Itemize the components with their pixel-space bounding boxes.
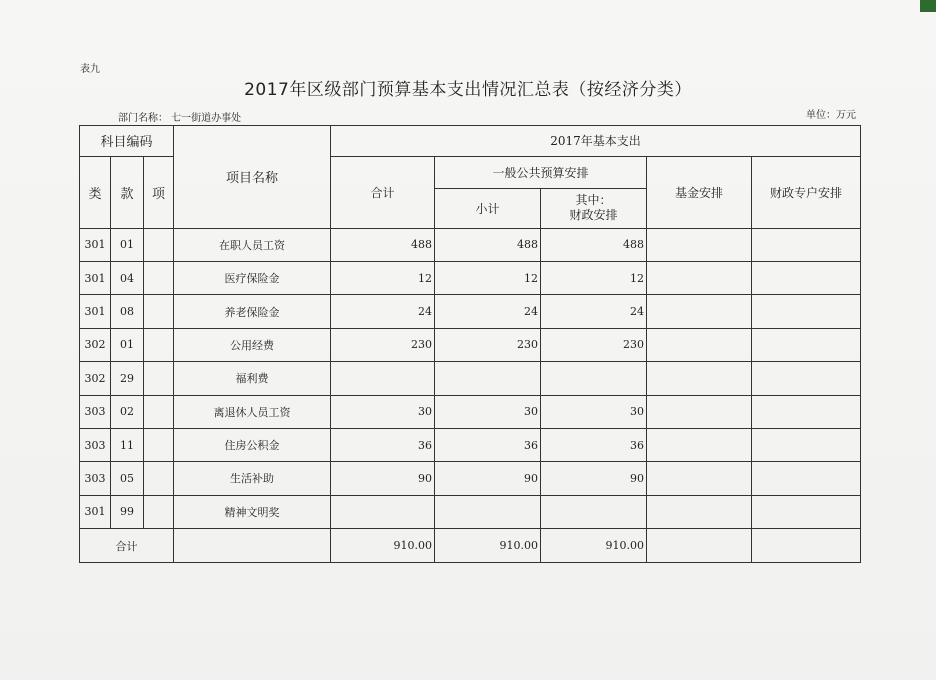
cell-kuan: 11 (111, 428, 144, 461)
cell-lei: 301 (80, 228, 111, 261)
cell-special (752, 495, 861, 528)
totals-special (752, 529, 861, 563)
cell-kuan: 04 (111, 262, 144, 295)
cell-xiang (144, 462, 174, 495)
cell-kuan: 29 (111, 362, 144, 395)
header-total: 合计 (331, 156, 435, 228)
cell-fiscal: 488 (541, 228, 647, 261)
totals-item-name (174, 529, 331, 563)
cell-subtotal: 36 (435, 428, 541, 461)
header-row-1 (80, 126, 861, 157)
cell-item-name: 在职人员工资 (174, 228, 331, 261)
cell-kuan: 02 (111, 395, 144, 428)
table-row (80, 395, 861, 428)
cell-fiscal: 36 (541, 428, 647, 461)
cell-item-name: 住房公积金 (174, 428, 331, 461)
cell-fiscal (541, 495, 647, 528)
table-row (80, 495, 861, 528)
cell-total: 36 (331, 428, 435, 461)
cell-item-name: 生活补助 (174, 462, 331, 495)
cell-fiscal: 24 (541, 295, 647, 328)
table-number: 表九 (80, 64, 100, 75)
table-row (80, 228, 861, 261)
cell-subtotal: 90 (435, 462, 541, 495)
cell-item-name: 公用经费 (174, 328, 331, 361)
cell-fiscal: 30 (541, 395, 647, 428)
cell-lei: 301 (80, 295, 111, 328)
cell-xiang (144, 295, 174, 328)
header-general-budget: 一般公共预算安排 (435, 156, 647, 188)
header-subject-code: 科目编码 (80, 126, 174, 157)
cell-total: 488 (331, 228, 435, 261)
cell-fiscal: 90 (541, 462, 647, 495)
cell-lei: 301 (80, 262, 111, 295)
header-basic-expenditure: 2017年基本支出 (331, 126, 861, 157)
cell-total: 30 (331, 395, 435, 428)
cell-xiang (144, 495, 174, 528)
cell-total: 24 (331, 295, 435, 328)
cell-lei: 301 (80, 495, 111, 528)
cell-item-name: 养老保险金 (174, 295, 331, 328)
table-row (80, 328, 861, 361)
cell-item-name: 精神文明奖 (174, 495, 331, 528)
cell-xiang (144, 362, 174, 395)
cell-subtotal: 230 (435, 328, 541, 361)
table-row (80, 262, 861, 295)
cell-kuan: 01 (111, 228, 144, 261)
header-kuan: 款 (111, 156, 144, 228)
totals-fiscal: 910.00 (541, 529, 647, 563)
cell-total (331, 362, 435, 395)
document-title: 2017年区级部门预算基本支出情况汇总表（按经济分类） (244, 80, 692, 100)
cell-fund (647, 295, 752, 328)
cell-subtotal: 488 (435, 228, 541, 261)
cell-total: 230 (331, 328, 435, 361)
cell-subtotal: 12 (435, 262, 541, 295)
department-name: 部门名称： 七一街道办事处 (118, 113, 242, 124)
header-xiang: 项 (144, 156, 174, 228)
cell-fiscal (541, 362, 647, 395)
cell-kuan: 05 (111, 462, 144, 495)
cell-subtotal: 24 (435, 295, 541, 328)
cell-fund (647, 395, 752, 428)
cell-total (331, 495, 435, 528)
cell-kuan: 08 (111, 295, 144, 328)
cell-special (752, 228, 861, 261)
cell-total: 12 (331, 262, 435, 295)
cell-xiang (144, 262, 174, 295)
header-fiscal (541, 188, 647, 228)
cell-xiang (144, 228, 174, 261)
cell-special (752, 462, 861, 495)
cell-special (752, 262, 861, 295)
cell-special (752, 362, 861, 395)
totals-subtotal: 910.00 (435, 529, 541, 563)
header-lei: 类 (80, 156, 111, 228)
cell-special (752, 395, 861, 428)
cell-lei: 303 (80, 462, 111, 495)
table-row (80, 462, 861, 495)
cell-subtotal (435, 362, 541, 395)
cell-fund (647, 462, 752, 495)
cell-fund (647, 328, 752, 361)
cell-kuan: 99 (111, 495, 144, 528)
cell-fund (647, 362, 752, 395)
cell-subtotal (435, 495, 541, 528)
unit-label: 单位：万元 (806, 110, 856, 121)
header-fund: 基金安排 (647, 156, 752, 228)
totals-row (80, 529, 861, 563)
header-special-account: 财政专户安排 (752, 156, 861, 228)
cell-xiang (144, 395, 174, 428)
cell-xiang (144, 328, 174, 361)
cell-special (752, 328, 861, 361)
cell-fund (647, 262, 752, 295)
cell-fund (647, 228, 752, 261)
table-row (80, 362, 861, 395)
cell-item-name: 医疗保险金 (174, 262, 331, 295)
totals-label: 合计 (80, 529, 174, 563)
table-row (80, 428, 861, 461)
corner-marker (920, 0, 936, 12)
cell-item-name: 福利费 (174, 362, 331, 395)
table-row (80, 295, 861, 328)
totals-fund (647, 529, 752, 563)
cell-special (752, 295, 861, 328)
cell-lei: 303 (80, 395, 111, 428)
header-fiscal-line1: 其中： (575, 193, 612, 208)
cell-subtotal: 30 (435, 395, 541, 428)
cell-fiscal: 12 (541, 262, 647, 295)
cell-kuan: 01 (111, 328, 144, 361)
header-fiscal-line2: 财政安排 (569, 208, 618, 223)
cell-fund (647, 428, 752, 461)
header-item-name: 项目名称 (174, 126, 331, 229)
header-subtotal: 小计 (435, 188, 541, 228)
cell-xiang (144, 428, 174, 461)
cell-item-name: 离退休人员工资 (174, 395, 331, 428)
cell-fund (647, 495, 752, 528)
cell-total: 90 (331, 462, 435, 495)
cell-special (752, 428, 861, 461)
cell-fiscal: 230 (541, 328, 647, 361)
totals-total: 910.00 (331, 529, 435, 563)
cell-lei: 302 (80, 362, 111, 395)
cell-lei: 303 (80, 428, 111, 461)
budget-table (79, 125, 861, 563)
cell-lei: 302 (80, 328, 111, 361)
